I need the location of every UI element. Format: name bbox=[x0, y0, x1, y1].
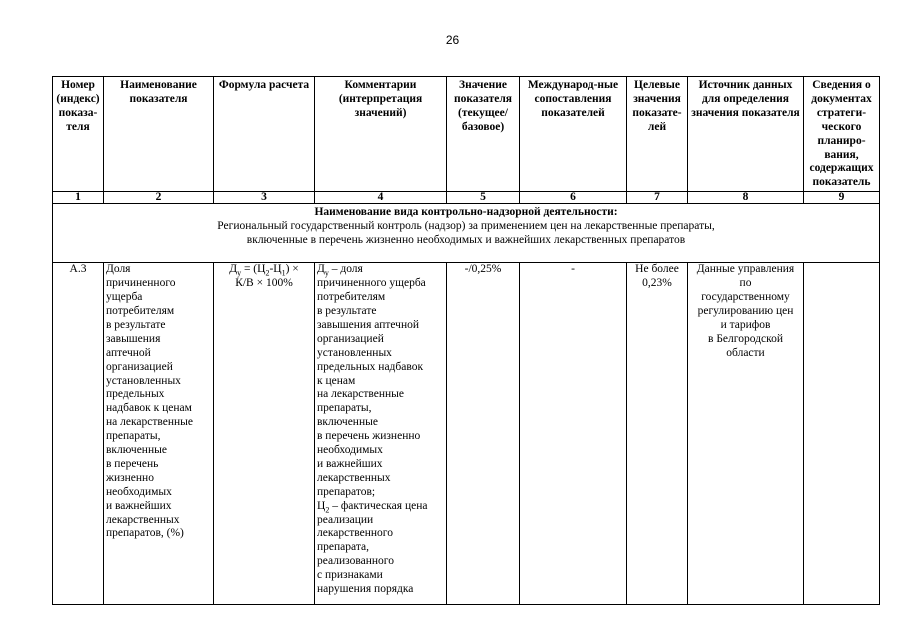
column-number: 2 bbox=[104, 192, 214, 204]
row-name-cell bbox=[104, 263, 214, 605]
name-line: потребителям bbox=[106, 304, 175, 317]
source-line: государственному bbox=[701, 291, 790, 304]
name-line: аптечной bbox=[106, 346, 151, 359]
source-line: области bbox=[726, 346, 765, 359]
name-line: в результате bbox=[106, 318, 166, 331]
comment-line: в результате bbox=[317, 304, 377, 317]
target-line: Не более bbox=[635, 263, 679, 276]
row-target-cell bbox=[627, 263, 688, 605]
comment-line: лекарственного bbox=[317, 527, 393, 540]
name-line: препараты, bbox=[106, 430, 161, 443]
name-line: надбавок к ценам bbox=[106, 402, 192, 415]
comment-line: лекарственных bbox=[317, 471, 391, 484]
comment-line: организацией bbox=[317, 332, 384, 345]
header-cell-comments: Комментарии (интерпретация значений) bbox=[315, 77, 447, 192]
header-cell-index: Номер (индекс) показа-теля bbox=[53, 77, 104, 192]
column-number: 7 bbox=[627, 192, 688, 204]
row-documents-cell bbox=[804, 263, 880, 605]
column-number: 4 bbox=[315, 192, 447, 204]
comment-line: причиненного ущерба bbox=[317, 277, 426, 290]
source-line: Данные управления bbox=[696, 263, 795, 276]
comment-line: с признаками bbox=[317, 569, 383, 582]
comment-line: необходимых bbox=[317, 444, 383, 457]
column-number: 8 bbox=[688, 192, 804, 204]
name-line: причиненного bbox=[106, 277, 176, 290]
name-line: Доля bbox=[106, 263, 131, 276]
name-line: лекарственных bbox=[106, 513, 180, 526]
comment-line: на лекарственные bbox=[317, 388, 404, 401]
comment-line: предельных надбавок bbox=[317, 360, 424, 373]
row-international-cell: - bbox=[520, 263, 627, 605]
name-line: организацией bbox=[106, 360, 173, 373]
header-cell-source: Источник данных для определения значения показателя bbox=[688, 77, 804, 192]
row-index-cell: А.3 bbox=[53, 263, 104, 605]
comment-line: реализации bbox=[317, 513, 374, 526]
comment-line: потребителям bbox=[317, 291, 386, 304]
header-cell-value: Значение показателя (текущее/ базовое) bbox=[447, 77, 520, 192]
source-line: по bbox=[739, 277, 752, 290]
comment-line: препаратов; bbox=[317, 485, 376, 498]
comment-line: препарата, bbox=[317, 541, 369, 554]
header-cell-target: Целевые значения показате-лей bbox=[627, 77, 688, 192]
source-line: в Белгородской bbox=[708, 332, 783, 345]
name-line: и важнейших bbox=[106, 499, 172, 512]
comment-line: препараты, bbox=[317, 402, 372, 415]
name-line: ущерба bbox=[106, 291, 143, 304]
column-number: 5 bbox=[447, 192, 520, 204]
section-cell bbox=[53, 204, 880, 263]
comment-line: в перечень жизненно bbox=[317, 430, 421, 443]
header-cell-formula: Формула расчета bbox=[214, 77, 315, 192]
source-line: и тарифов bbox=[720, 318, 771, 331]
name-line: предельных bbox=[106, 388, 165, 401]
row-formula-cell bbox=[214, 263, 315, 605]
name-line: завышения bbox=[106, 332, 161, 345]
page-number: 26 bbox=[445, 33, 460, 47]
column-number: 3 bbox=[214, 192, 315, 204]
comment-line: реализованного bbox=[317, 555, 394, 568]
comment-line: установленных bbox=[317, 346, 392, 359]
column-number: 6 bbox=[520, 192, 627, 204]
source-line: регулированию цен bbox=[697, 304, 794, 317]
name-line: включенные bbox=[106, 444, 167, 457]
row-comment-cell bbox=[315, 263, 447, 605]
section-line: Региональный государственный контроль (надзор) за применением цен на лекарственные препараты, bbox=[217, 220, 715, 233]
target-line: 0,23% bbox=[642, 277, 672, 290]
comment-line: к ценам bbox=[317, 374, 356, 387]
column-number: 9 bbox=[804, 192, 880, 204]
section-row bbox=[53, 204, 880, 263]
name-line: на лекарственные bbox=[106, 416, 193, 429]
table-header-row bbox=[53, 77, 880, 192]
name-line: жизненно bbox=[106, 471, 154, 484]
formula-line: $Д_у = (Ц_2-Ц_1)$ × bbox=[229, 263, 299, 278]
row-value-cell: -/0,25% bbox=[447, 263, 520, 605]
name-line: препаратов, (%) bbox=[106, 527, 184, 540]
name-line: необходимых bbox=[106, 485, 172, 498]
table-row bbox=[53, 263, 880, 605]
comment-line: и важнейших bbox=[317, 457, 383, 470]
column-number-row bbox=[53, 192, 880, 204]
comment-line: $Д_у$ – доля bbox=[317, 263, 363, 278]
formula-line: К/В × 100% bbox=[235, 277, 293, 290]
comment-line: включенные bbox=[317, 416, 378, 429]
section-line: включенные в перечень жизненно необходимых и важнейших лекарственных препаратов bbox=[246, 234, 686, 247]
header-cell-documents: Сведения о документах стратеги-ческого планиро-вания, содержащих показатель bbox=[804, 77, 880, 192]
header-cell-international: Международ-ные сопоставления показателей bbox=[520, 77, 627, 192]
row-source-cell bbox=[688, 263, 804, 605]
name-line: установленных bbox=[106, 374, 181, 387]
indicators-table bbox=[52, 76, 880, 605]
header-cell-name: Наименование показателя bbox=[104, 77, 214, 192]
section-title: Наименование вида контрольно-надзорной деятельности: bbox=[314, 206, 618, 219]
comment-line: завышения аптечной bbox=[317, 318, 420, 331]
name-line: в перечень bbox=[106, 457, 159, 470]
column-number: 1 bbox=[53, 192, 104, 204]
comment-line: $Ц_2$ – фактическая цена bbox=[317, 499, 428, 514]
comment-line: нарушения порядка bbox=[317, 583, 414, 596]
